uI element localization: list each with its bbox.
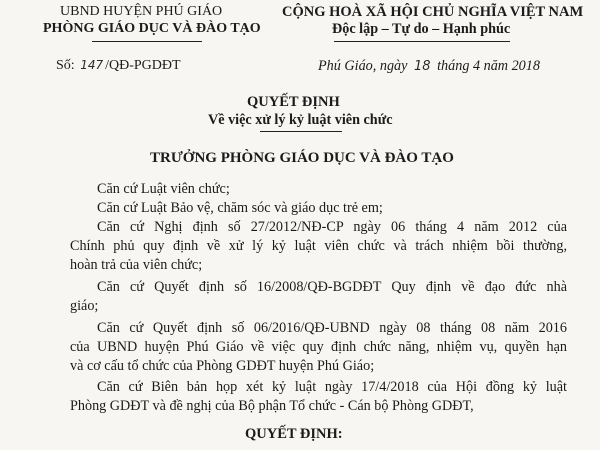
document-subtitle: Về việc xử lý kỷ luật viên chức [208, 112, 393, 128]
right-header-underline [334, 41, 510, 42]
basis-line-11: Căn cứ Biên bản họp xét kỷ luật ngày 17/4/2018 của Hội đồng kỷ luật [97, 379, 567, 395]
basis-line-5: hoàn trả của viên chức; [70, 257, 203, 273]
number-handwritten: 147 [80, 58, 104, 72]
decision-heading: QUYẾT ĐỊNH: [245, 426, 343, 442]
left-header-underline [92, 41, 202, 42]
issuing-authority: TRƯỞNG PHÒNG GIÁO DỤC VÀ ĐÀO TẠO [150, 150, 454, 166]
nation-title: CỘNG HOÀ XÃ HỘI CHỦ NGHĨA VIỆT NAM [282, 4, 584, 20]
basis-line-9: của UBND huyện Phú Giáo về việc quy định chức năng, nhiệm vụ, quyền hạn [70, 339, 567, 355]
place-date [318, 58, 540, 75]
issuing-department: PHÒNG GIÁO DỤC VÀ ĐÀO TẠO [43, 21, 261, 36]
basis-line-7: giáo; [70, 298, 99, 314]
place-date-suffix: tháng 4 năm 2018 [437, 58, 540, 74]
basis-line-1: Căn cứ Luật viên chức; [97, 181, 230, 197]
basis-line-8: Căn cứ Quyết định số 06/2016/QĐ-UBND ngày 08 tháng 08 năm 2016 [97, 320, 567, 336]
basis-line-10: và cơ cấu tổ chức của Phòng GDĐT huyện Phú Giáo; [70, 358, 375, 374]
basis-line-6: Căn cứ Quyết định số 16/2008/QĐ-BGDĐT Quy định về đạo đức nhà [97, 279, 567, 295]
basis-line-3: Căn cứ Nghị định số 27/2012/NĐ-CP ngày 06 tháng 4 năm 2012 của [97, 219, 567, 235]
number-label: Số: [56, 58, 75, 73]
document-title: QUYẾT ĐỊNH [247, 94, 340, 110]
basis-line-2: Căn cứ Luật Bảo vệ, chăm sóc và giáo dục trẻ em; [97, 200, 383, 216]
document-number [56, 58, 181, 74]
day-handwritten: 18 [414, 59, 431, 74]
number-suffix: /QĐ-PGDĐT [105, 58, 181, 73]
place-date-prefix: Phú Giáo, ngày [318, 58, 408, 74]
basis-line-12: Phòng GDĐT và đề nghị của Bộ phận Tổ chức - Cán bộ Phòng GDĐT, [70, 398, 474, 414]
basis-line-4: Chính phủ quy định về xử lý kỷ luật viên chức và trách nhiệm bồi thường, [70, 238, 567, 254]
nation-motto: Độc lập – Tự do – Hạnh phúc [332, 21, 511, 37]
issuing-org: UBND HUYỆN PHÚ GIÁO [60, 4, 223, 19]
subtitle-underline [260, 131, 342, 132]
